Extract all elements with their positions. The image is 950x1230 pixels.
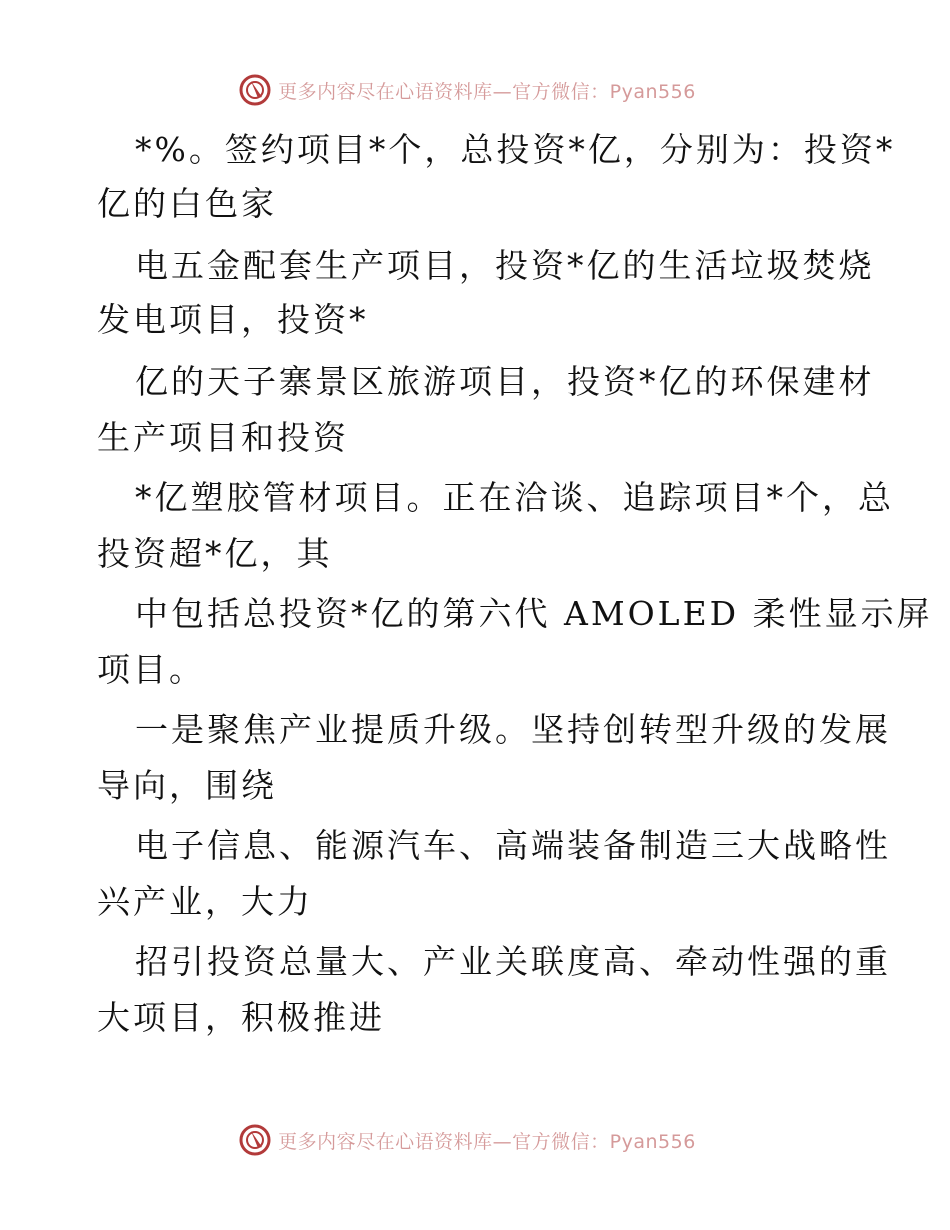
text-line: *亿塑胶管材项目。正在洽谈、追踪项目*个，总 <box>135 478 894 517</box>
header-banner-text: 更多内容尽在心语资料库—官方微信：Pyan556 <box>278 80 696 103</box>
text-line: 发电项目，投资* <box>97 300 369 339</box>
text-line: 项目。 <box>97 650 205 689</box>
text-line: 投资超*亿，其 <box>97 534 333 573</box>
text-line: 一是聚焦产业提质升级。坚持创转型升级的发展 <box>135 710 891 749</box>
footer-banner <box>0 1120 950 1160</box>
text-line: 大项目，积极推进 <box>97 998 385 1037</box>
text-line: 电子信息、能源汽车、高端装备制造三大战略性 <box>135 826 891 865</box>
text-line: *%。签约项目*个，总投资*亿，分别为：投资* <box>135 130 896 169</box>
footer-banner-inner <box>238 1123 696 1157</box>
text-line: 招引投资总量大、产业关联度高、牵动性强的重 <box>135 942 891 981</box>
header-banner <box>0 70 950 110</box>
text-line: 亿的天子寨景区旅游项目，投资*亿的环保建材 <box>135 362 875 401</box>
header-banner-inner <box>238 73 696 107</box>
text-line: 兴产业，大力 <box>97 882 313 921</box>
brand-logo-icon <box>238 1123 272 1157</box>
text-line: 电五金配套生产项目，投资*亿的生活垃圾焚烧 <box>135 246 875 285</box>
text-line: 生产项目和投资 <box>97 418 349 457</box>
text-line: 中包括总投资*亿的第六代 AMOLED 柔性显示屏 <box>135 594 933 633</box>
brand-logo-icon <box>238 73 272 107</box>
text-line: 亿的白色家 <box>97 184 277 223</box>
text-line: 导向，围绕 <box>97 766 277 805</box>
footer-banner-text: 更多内容尽在心语资料库—官方微信：Pyan556 <box>278 1130 696 1153</box>
